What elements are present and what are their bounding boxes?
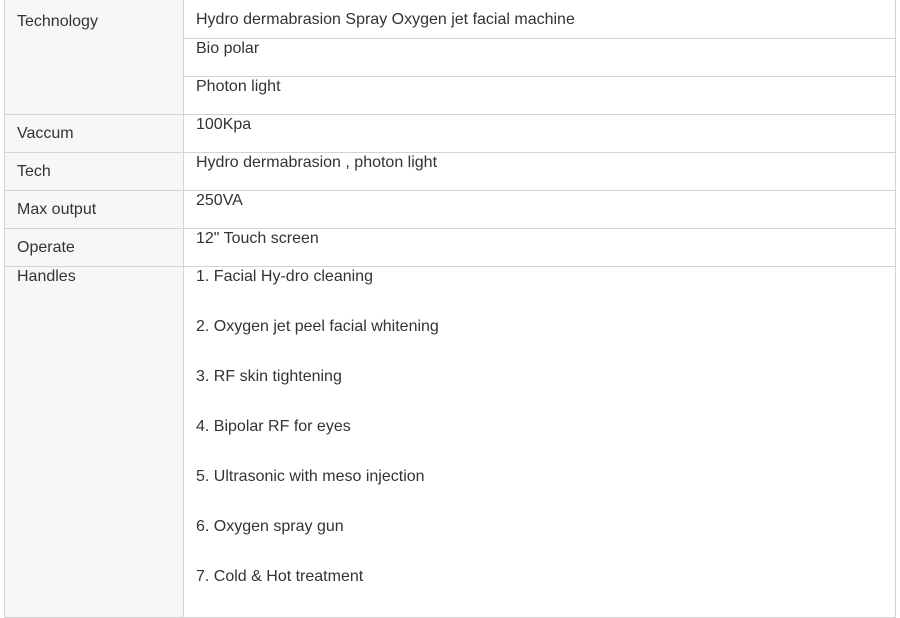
row-value-technology-1: Hydro dermabrasion Spray Oxygen jet facial machine [184, 0, 896, 39]
row-value-max-output: 250VA [184, 191, 896, 229]
row-value-vaccum: 100Kpa [184, 115, 896, 153]
table-row-operate [5, 229, 896, 267]
row-label-operate: Operate [5, 229, 184, 267]
handle-item: 6. Oxygen spray gun [196, 518, 344, 535]
row-label-handles: Handles [5, 267, 184, 618]
handle-item: 1. Facial Hy-dro cleaning [196, 268, 373, 285]
handle-item: 5. Ultrasonic with meso injection [196, 468, 425, 485]
row-value-technology-2: Bio polar [184, 39, 896, 77]
row-label-tech: Tech [5, 153, 184, 191]
handle-item: 4. Bipolar RF for eyes [196, 418, 351, 435]
handle-item: 2. Oxygen jet peel facial whitening [196, 318, 439, 335]
table-row-vaccum [5, 115, 896, 153]
row-value-operate: 12" Touch screen [184, 229, 896, 267]
table-row-tech [5, 153, 896, 191]
row-value-handles [184, 267, 896, 618]
row-label-max-output: Max output [5, 191, 184, 229]
row-label-vaccum: Vaccum [5, 115, 184, 153]
row-value-tech: Hydro dermabrasion , photon light [184, 153, 896, 191]
table-row-handles [5, 267, 896, 618]
table-row-technology [5, 0, 896, 39]
table-row-max-output [5, 191, 896, 229]
specification-table [4, 0, 896, 618]
handle-item: 3. RF skin tightening [196, 368, 342, 385]
handle-item: 7. Cold & Hot treatment [196, 568, 364, 585]
row-label-technology: Technology [5, 0, 184, 115]
row-value-technology-3: Photon light [184, 77, 896, 115]
